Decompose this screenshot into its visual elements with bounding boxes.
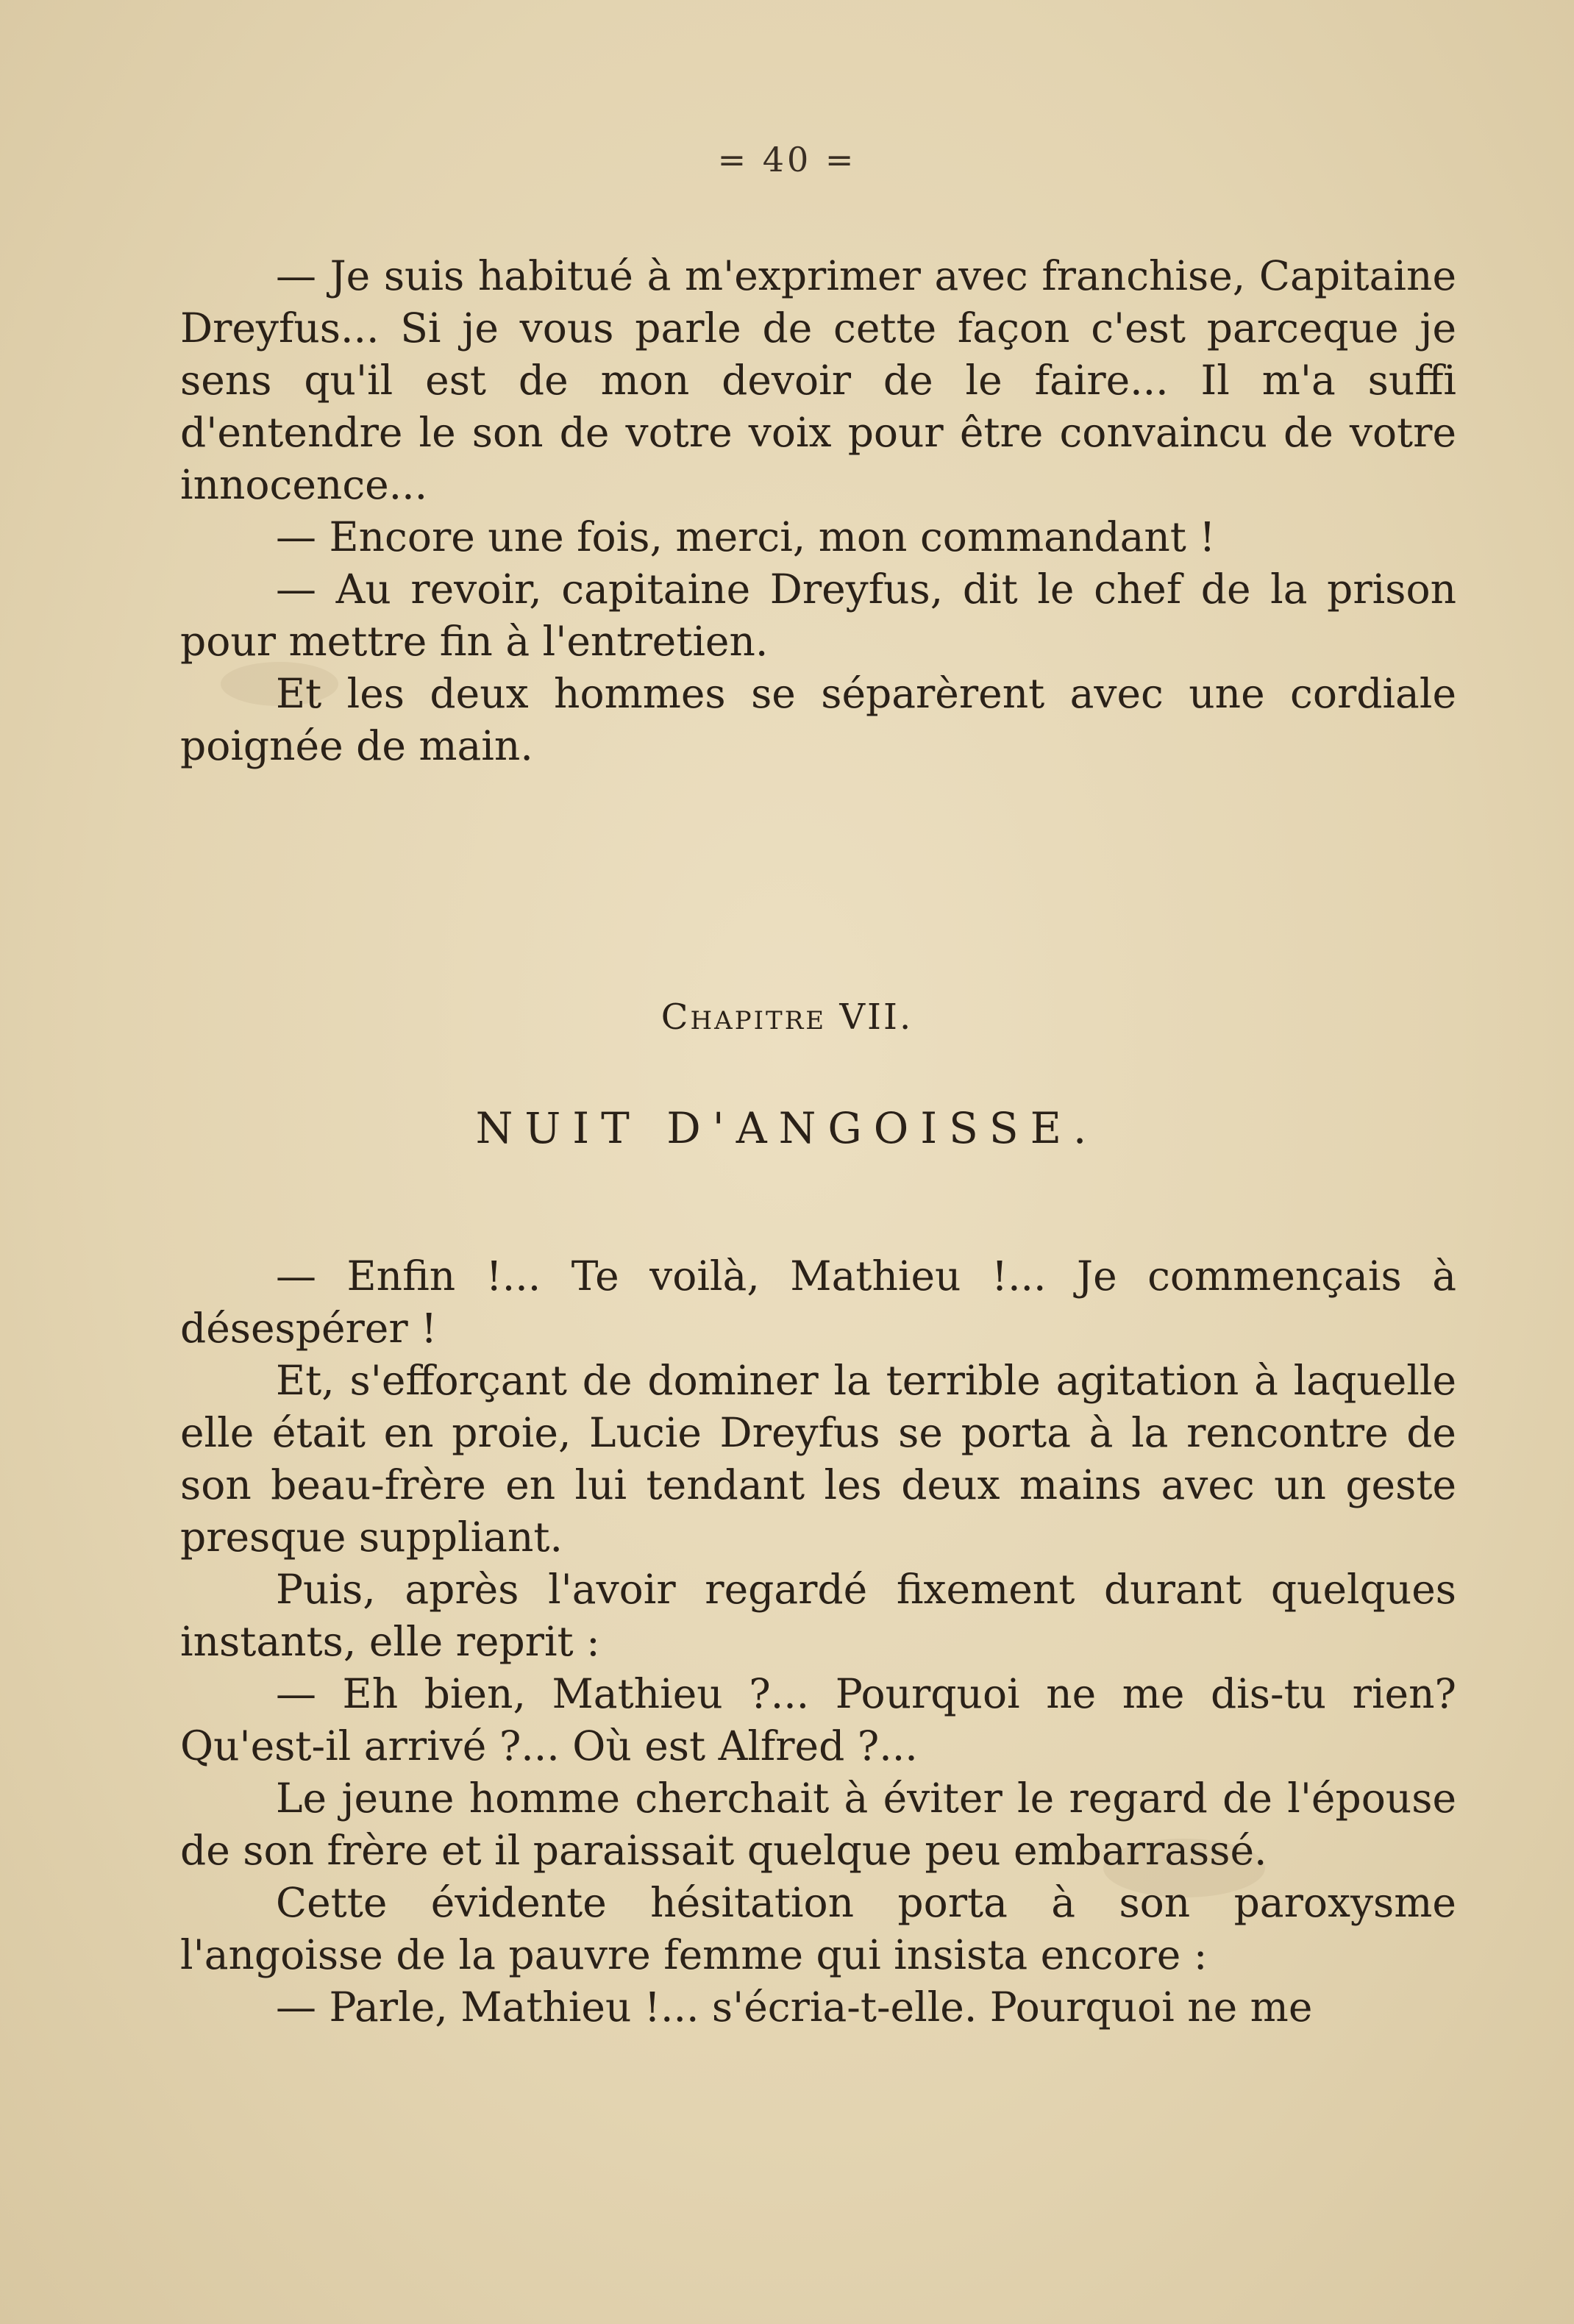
paragraph: — Je suis habitué à m'exprimer avec franchise, Capitaine Dreyfus... Si je vous parle de cette façon c'est parceque je sens qu'il est de mon devoir de le faire... Il m'a suffi d'entendre le son de votre voix pour être convaincu de votre innocence... (180, 252, 1456, 508)
paragraph: — Parle, Mathieu !... s'écria-t-elle. Pourquoi ne me (276, 1983, 1313, 2031)
paragraph: Et, s'efforçant de dominer la terrible agitation à laquelle elle était en proie, Lucie Dreyfus se porta à la rencontre de son beau-frère en lui tendant les deux mains avec un geste presque suppliant. (180, 1357, 1456, 1561)
paragraph: Et les deux hommes se séparèrent avec une cordiale poignée de main. (180, 670, 1456, 769)
paragraph: — Au revoir, capitaine Dreyfus, dit le chef de la prison pour mettre fin à l'entretien. (180, 566, 1456, 665)
text-after-chapter (180, 1250, 1456, 2034)
paragraph: Puis, après l'avoir regardé fixement durant quelques instants, elle reprit : (180, 1566, 1456, 1665)
chapter-number: Chapitre VII. (660, 997, 914, 1038)
chapter-title: NUIT D'ANGOISSE. (475, 1103, 1099, 1153)
paragraph: — Enfin !... Te voilà, Mathieu !... Je commençais à désespérer ! (180, 1252, 1456, 1352)
paragraph: Le jeune homme cherchait à éviter le regard de l'épouse de son frère et il paraissait quelque peu embarrassé. (180, 1775, 1456, 1874)
paragraph: Cette évidente hésitation porta à son paroxysme l'angoisse de la pauvre femme qui insista encore : (180, 1879, 1456, 1978)
page-number: = 40 = (717, 140, 857, 179)
paragraph: — Encore une fois, merci, mon commandant ! (276, 513, 1216, 560)
text-before-chapter (180, 250, 1456, 772)
paragraph: — Eh bien, Mathieu ?... Pourquoi ne me dis-tu rien? Qu'est-il arrivé ?... Où est Alfred ?... (180, 1670, 1456, 1769)
